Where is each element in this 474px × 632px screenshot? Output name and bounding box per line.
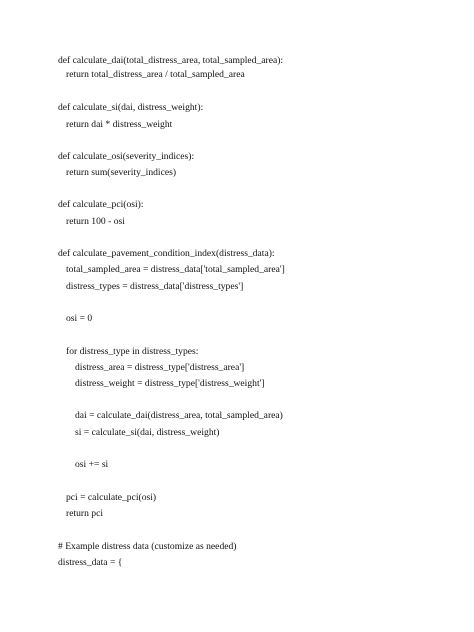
code-line-return-si: return dai * distress_weight (66, 119, 173, 130)
code-line-dai-assign: dai = calculate_dai(distress_area, total_sampled_area) (75, 410, 283, 421)
code-line-comment: # Example distress data (customize as needed) (58, 541, 237, 552)
code-line-def-calculate-pci: def calculate_pci(osi): (58, 199, 144, 210)
code-line-return-dai: return total_distress_area / total_sampled_area (66, 69, 245, 80)
code-line-def-pavement-condition-index: def calculate_pavement_condition_index(distress_data): (58, 248, 275, 259)
code-line-def-calculate-osi: def calculate_osi(severity_indices): (58, 151, 195, 162)
code-line-return-osi: return sum(severity_indices) (66, 167, 177, 178)
code-line-distress-area: distress_area = distress_type['distress_area'] (75, 362, 245, 373)
code-line-return-pci-final: return pci (66, 508, 104, 519)
code-line-def-calculate-dai: def calculate_dai(total_distress_area, total_sampled_area): (58, 55, 284, 66)
code-line-return-pci: return 100 - osi (66, 216, 125, 227)
code-line-total-sampled-area: total_sampled_area = distress_data['total_sampled_area'] (66, 264, 285, 275)
code-line-distress-types: distress_types = distress_data['distress_types'] (66, 281, 244, 292)
code-line-distress-data: distress_data = { (58, 557, 123, 568)
code-line-si-assign: si = calculate_si(dai, distress_weight) (75, 427, 220, 438)
code-line-pci-assign: pci = calculate_pci(osi) (66, 492, 157, 503)
code-line-osi-increment: osi += si (75, 459, 109, 470)
code-line-def-calculate-si: def calculate_si(dai, distress_weight): (58, 102, 204, 113)
code-line-osi-init: osi = 0 (66, 313, 93, 324)
code-line-distress-weight: distress_weight = distress_type['distress_weight'] (75, 378, 265, 389)
code-line-for-loop: for distress_type in distress_types: (66, 346, 199, 357)
